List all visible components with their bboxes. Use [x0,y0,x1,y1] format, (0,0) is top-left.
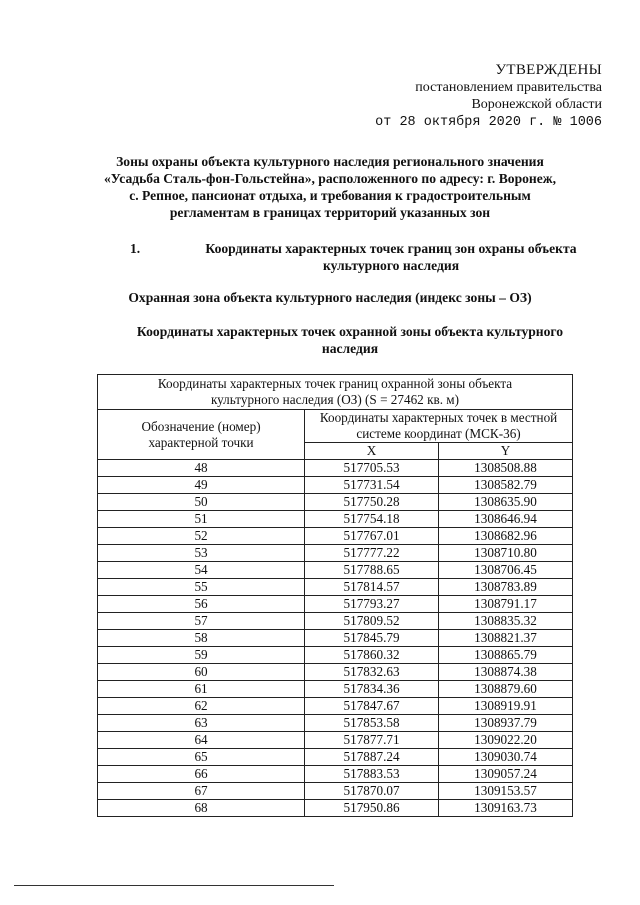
y-coordinate-cell: 1309030.74 [438,749,572,766]
table-row [98,460,573,477]
table-row [98,477,573,494]
table-caption-row [98,375,573,410]
x-coordinate-cell: 517860.32 [305,647,439,664]
table-row [98,562,573,579]
x-coordinate-cell: 517950.86 [305,800,439,817]
section-number: 1. [130,241,141,256]
coordinates-title-line-1: Координаты характерных точек охранной зоны объекта культурного [136,324,564,339]
table-row [98,647,573,664]
y-coordinate-cell: 1308879.60 [438,681,572,698]
table-row [98,630,573,647]
approval-line-2: Воронежской области [471,97,602,112]
point-number-cell: 59 [98,647,305,664]
y-coordinate-cell: 1308646.94 [438,511,572,528]
point-number-cell: 50 [98,494,305,511]
table-row [98,766,573,783]
approval-line-1: постановлением правительства [415,80,602,95]
table-row [98,664,573,681]
x-coordinate-cell: 517877.71 [305,732,439,749]
point-number-cell: 49 [98,477,305,494]
y-coordinate-cell: 1308937.79 [438,715,572,732]
x-coordinate-cell: 517814.57 [305,579,439,596]
y-coordinate-cell: 1308582.79 [438,477,572,494]
table-row [98,800,573,817]
x-coordinate-cell: 517809.52 [305,613,439,630]
point-number-cell: 58 [98,630,305,647]
heading-line-1: Зоны охраны объекта культурного наследия регионального значения [116,154,544,169]
y-coordinate-cell: 1308635.90 [438,494,572,511]
point-number-cell: 67 [98,783,305,800]
point-number-cell: 48 [98,460,305,477]
heading-line-2: «Усадьба Сталь-фон-Гольстейна», расположенного по адресу: г. Воронеж, [103,171,557,186]
x-column-header: X [305,443,439,460]
x-coordinate-cell: 517832.63 [305,664,439,681]
table-row [98,579,573,596]
coords-column-header-line-1: Координаты характерных точек в местной [319,410,558,425]
table-row [98,715,573,732]
zone-title: Охранная зона объекта культурного наследия (индекс зоны – ОЗ) [128,290,532,305]
point-number-cell: 64 [98,732,305,749]
coordinates-title [100,323,600,357]
heading-line-4: регламентам в границах территорий указанных зон [169,205,491,220]
x-coordinate-cell: 517845.79 [305,630,439,647]
y-column-header: Y [438,443,572,460]
point-number-cell: 65 [98,749,305,766]
point-number-cell: 51 [98,511,305,528]
coordinates-table [97,374,573,817]
point-number-cell: 63 [98,715,305,732]
table-row [98,783,573,800]
approval-stamp [375,62,602,131]
point-number-cell: 56 [98,596,305,613]
x-coordinate-cell: 517767.01 [305,528,439,545]
point-number-cell: 62 [98,698,305,715]
point-column-header [98,410,305,460]
point-number-cell: 60 [98,664,305,681]
table-body [98,460,573,817]
y-coordinate-cell: 1308865.79 [438,647,572,664]
coords-column-header [305,410,573,443]
y-coordinate-cell: 1308874.38 [438,664,572,681]
x-coordinate-cell: 517853.58 [305,715,439,732]
y-coordinate-cell: 1309163.73 [438,800,572,817]
section-title-line-2: культурного наследия [322,258,460,273]
table-row [98,511,573,528]
y-coordinate-cell: 1309022.20 [438,732,572,749]
x-coordinate-cell: 517834.36 [305,681,439,698]
section-title [176,240,606,274]
y-coordinate-cell: 1308706.45 [438,562,572,579]
table-row [98,494,573,511]
y-coordinate-cell: 1309153.57 [438,783,572,800]
document-heading [40,153,620,221]
x-coordinate-cell: 517731.54 [305,477,439,494]
y-coordinate-cell: 1308835.32 [438,613,572,630]
point-column-header-line-1: Обозначение (номер) [141,418,261,434]
x-coordinate-cell: 517705.53 [305,460,439,477]
point-number-cell: 57 [98,613,305,630]
table-header-row [98,410,573,443]
coordinates-title-line-2: наследия [321,341,379,356]
y-coordinate-cell: 1308508.88 [438,460,572,477]
x-coordinate-cell: 517870.07 [305,783,439,800]
point-number-cell: 54 [98,562,305,579]
y-coordinate-cell: 1309057.24 [438,766,572,783]
table-row [98,613,573,630]
y-coordinate-cell: 1308710.80 [438,545,572,562]
table-caption [98,375,573,410]
coords-column-header-line-2: системе координат (МСК-36) [356,426,521,441]
approval-decree: от 28 октября 2020 г. № 1006 [375,115,602,130]
x-coordinate-cell: 517777.22 [305,545,439,562]
approval-title: УТВЕРЖДЕНЫ [495,62,602,78]
table-row [98,732,573,749]
y-coordinate-cell: 1308791.17 [438,596,572,613]
x-coordinate-cell: 517788.65 [305,562,439,579]
point-column-header-line-2: характерной точки [148,434,254,450]
x-coordinate-cell: 517793.27 [305,596,439,613]
y-coordinate-cell: 1308821.37 [438,630,572,647]
table-row [98,749,573,766]
table-caption-line-1: Координаты характерных точек границ охранной зоны объекта [157,376,513,391]
x-coordinate-cell: 517847.67 [305,698,439,715]
table-row [98,596,573,613]
point-number-cell: 52 [98,528,305,545]
point-number-cell: 68 [98,800,305,817]
x-coordinate-cell: 517887.24 [305,749,439,766]
x-coordinate-cell: 517750.28 [305,494,439,511]
table-row [98,545,573,562]
x-coordinate-cell: 517754.18 [305,511,439,528]
y-coordinate-cell: 1308783.89 [438,579,572,596]
point-number-cell: 61 [98,681,305,698]
heading-line-3: с. Репное, пансионат отдыха, и требования к градостроительным [129,188,531,203]
point-number-cell: 53 [98,545,305,562]
y-coordinate-cell: 1308682.96 [438,528,572,545]
table-row [98,698,573,715]
point-number-cell: 66 [98,766,305,783]
x-coordinate-cell: 517883.53 [305,766,439,783]
section-title-line-1: Координаты характерных точек границ зон охраны объекта [205,241,577,256]
footer-divider [14,885,334,886]
table-row [98,528,573,545]
table-caption-line-2: культурного наследия (ОЗ) (S = 27462 кв. м) [210,392,460,407]
y-coordinate-cell: 1308919.91 [438,698,572,715]
table-row [98,681,573,698]
point-number-cell: 55 [98,579,305,596]
